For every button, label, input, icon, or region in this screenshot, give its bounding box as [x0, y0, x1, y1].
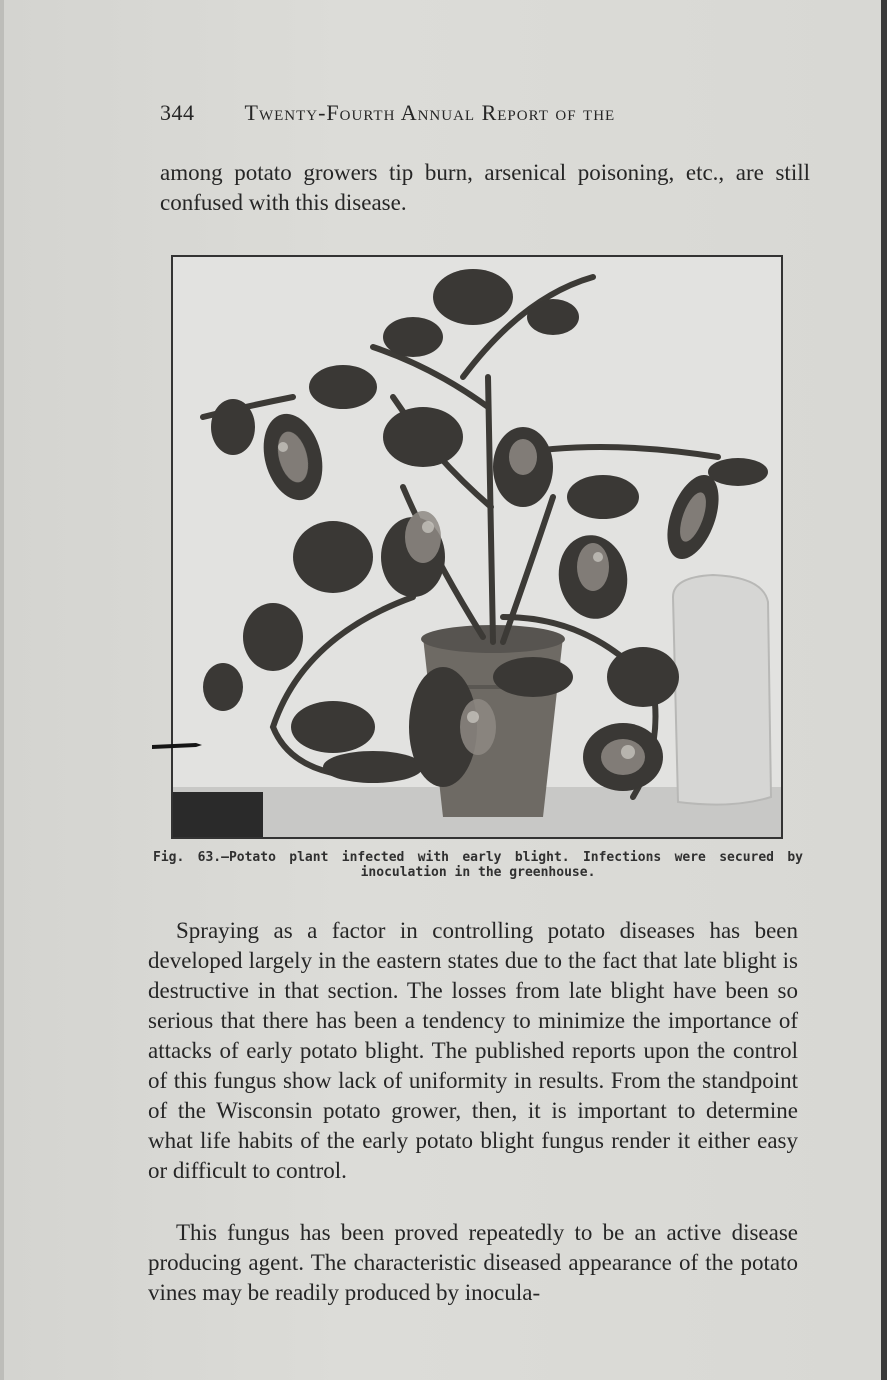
- figure-caption: [153, 850, 803, 880]
- body-text-1: Spraying as a factor in controlling potato diseases has been developed largely in the eastern states due to the fact that late blight is destructive in that section. The losses from late blight have been so serious that there has been a tendency to minimize the importance of attacks of early potato blight. The published reports upon the control of this fungus show lack of uniformity in results. From the standpoint of the Wisconsin potato grower, then, it is important to determine what life habits of the early potato blight fungus render it either easy or difficult to control.: [148, 918, 798, 1183]
- body-paragraph-1: [148, 916, 798, 1186]
- running-header: [160, 100, 740, 126]
- page-number: 344: [160, 100, 195, 125]
- page-right-edge: [881, 0, 887, 1380]
- plant-illustration: [173, 257, 781, 837]
- page-left-edge: [0, 0, 4, 1380]
- body-text-2: This fungus has been proved repeatedly to be an active disease producing agent. The characteristic diseased appearance of the potato vines may be readily produced by inocula-: [148, 1220, 798, 1305]
- potato-plant-photo: [171, 255, 783, 839]
- intro-text: among potato growers tip burn, arsenical poisoning, etc., are still confused with this disease.: [160, 160, 810, 215]
- intro-paragraph: [160, 158, 810, 218]
- caption-line-1: Fig. 63.—Potato plant infected with early blight. Infections were secured by: [153, 850, 803, 865]
- caption-line-2: inoculation in the greenhouse.: [360, 865, 596, 880]
- running-title: Twenty-Fourth Annual Report of the: [244, 100, 616, 125]
- body-paragraph-2: [148, 1218, 798, 1308]
- pointer-mark: [152, 741, 202, 751]
